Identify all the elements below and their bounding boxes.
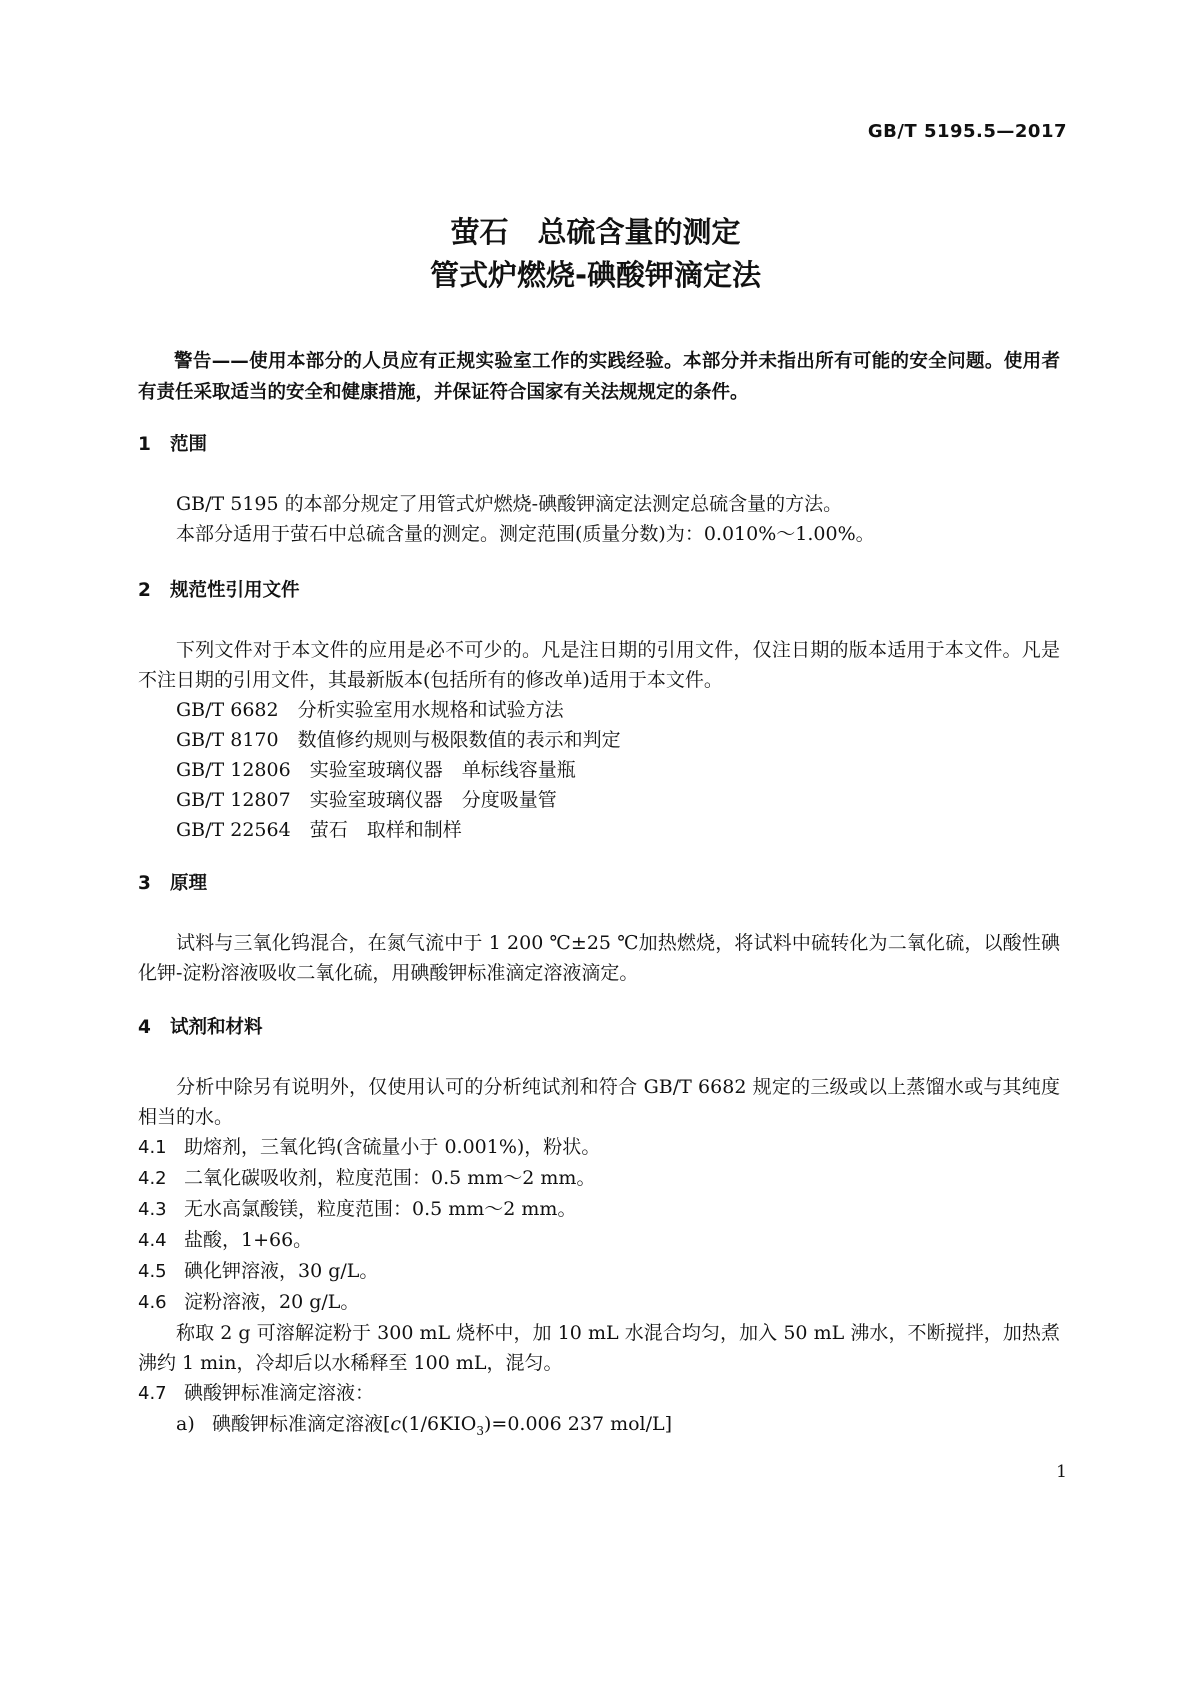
sub-item-label: a) [176,1413,195,1435]
clause-number: 4.6 [138,1292,167,1313]
section-title: 规范性引用文件 [170,580,300,601]
clause-4-5 [138,1256,1060,1287]
clause-number: 4.2 [138,1168,167,1189]
section-3-heading [138,869,207,899]
formula-value: )=0.006 237 mol/L] [484,1413,673,1435]
paragraph: 分析中除另有说明外，仅使用认可的分析纯试剂和符合 GB/T 6682 规定的三级或以上蒸馏水或与其纯度相当的水。 [138,1076,1060,1128]
section-number: 4 [138,1017,151,1038]
clause-4-4 [138,1225,1060,1256]
paragraph: 试料与三氧化钨混合，在氮气流中于 1 200 ℃±25 ℃加热燃烧，将试料中硫转化为二氧化硫，以酸性碘化钾-淀粉溶液吸收二氧化硫，用碘酸钾标准滴定溶液滴定。 [138,932,1060,984]
section-number: 2 [138,580,151,601]
sub-item-text: 碘酸钾标准滴定溶液[ [212,1413,391,1435]
clause-text: 盐酸，1+66。 [184,1229,313,1251]
section-title: 原理 [170,873,208,894]
section-4-heading [138,1013,263,1043]
section-number: 1 [138,434,151,455]
clause-4-2 [138,1163,1060,1194]
clause-4-6 [138,1287,1060,1318]
reference-item: GB/T 12806 实验室玻璃仪器 单标线容量瓶 [176,759,576,781]
section-2-body [138,635,1060,845]
paragraph: GB/T 5195 的本部分规定了用管式炉燃烧-碘酸钾滴定法测定总硫含量的方法。 [176,493,843,515]
clause-4-7 [138,1378,1060,1409]
document-title [0,211,1191,297]
clause-text: 二氧化碳吸收剂，粒度范围：0.5 mm～2 mm。 [184,1167,596,1189]
formula-subscript: 3 [476,1423,484,1438]
concentration-symbol: c [390,1413,402,1435]
safety-warning: 警告——使用本部分的人员应有正规实验室工作的实践经验。本部分并未指出所有可能的安全问题。使用者有责任采取适当的安全和健康措施，并保证符合国家有关法规规定的条件。 [138,351,1060,403]
clause-number: 4.4 [138,1230,167,1251]
section-2-heading [138,576,300,606]
clause-text: 碘酸钾标准滴定溶液： [184,1382,375,1404]
section-4-body [138,1072,1060,1446]
section-1-body [138,489,1060,549]
section-title: 试剂和材料 [170,1017,263,1038]
clause-text: 无水高氯酸镁，粒度范围：0.5 mm～2 mm。 [184,1198,577,1220]
clause-4-1 [138,1132,1060,1163]
section-1-heading [138,430,207,460]
section-3-body [138,928,1060,988]
paragraph: 本部分适用于萤石中总硫含量的测定。测定范围(质量分数)为：0.010%～1.00%。 [176,523,875,545]
section-number: 3 [138,873,151,894]
paragraph: 下列文件对于本文件的应用是必不可少的。凡是注日期的引用文件，仅注日期的版本适用于本文件。凡是不注日期的引用文件，其最新版本(包括所有的修改单)适用于本文件。 [138,639,1060,691]
clause-text: 淀粉溶液，20 g/L。 [184,1291,360,1313]
sub-item-a [138,1409,1060,1446]
reference-item: GB/T 8170 数值修约规则与极限数值的表示和判定 [176,729,621,751]
clause-text: 助熔剂，三氧化钨(含硫量小于 0.001%)，粉状。 [184,1136,601,1158]
reference-item: GB/T 12807 实验室玻璃仪器 分度吸量管 [176,789,557,811]
section-title: 范围 [170,434,208,455]
reference-item: GB/T 6682 分析实验室用水规格和试验方法 [176,699,564,721]
title-line-2: 管式炉燃烧-碘酸钾滴定法 [429,258,762,292]
clause-number: 4.1 [138,1137,167,1158]
clause-number: 4.5 [138,1261,167,1282]
clause-text: 碘化钾溶液，30 g/L。 [184,1260,379,1282]
clause-number: 4.3 [138,1199,167,1220]
formula-text: (1/6KIO [401,1413,477,1435]
clause-4-3 [138,1194,1060,1225]
title-line-1: 萤石 总硫含量的测定 [450,215,741,249]
reference-item: GB/T 22564 萤石 取样和制样 [176,819,462,841]
standard-code: GB/T 5195.5—2017 [867,121,1067,142]
page-number: 1 [1056,1462,1067,1482]
clause-number: 4.7 [138,1383,167,1404]
starch-preparation: 称取 2 g 可溶解淀粉于 300 mL 烧杯中，加 10 mL 水混合均匀，加入 50 mL 沸水，不断搅拌，加热煮沸约 1 min，冷却后以水稀释至 100 mL，混匀。 [138,1322,1060,1374]
